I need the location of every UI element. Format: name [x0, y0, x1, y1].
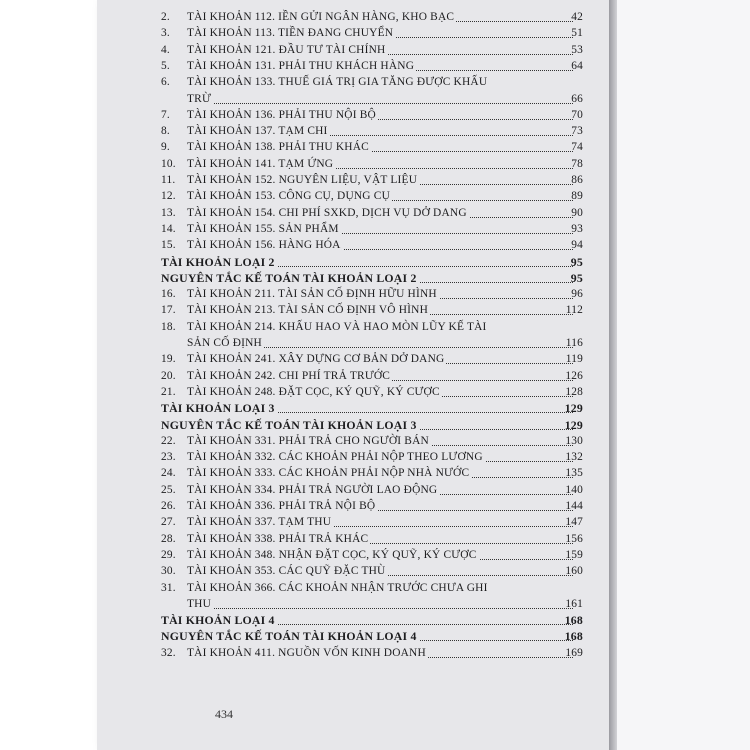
toc-entry-title: TÀI KHOẢN LOẠI 4 — [161, 613, 275, 628]
toc-entry-number: 9. — [161, 141, 170, 154]
toc-entry-number: 7. — [161, 108, 170, 121]
toc-entry-number: 20. — [161, 369, 176, 382]
toc-entry-title: TÀI KHOẢN 331. PHẢI TRẢ CHO NGƯỜI BÁN — [187, 434, 429, 447]
toc-entry — [97, 188, 609, 205]
toc-page-number: 126 — [565, 369, 583, 382]
toc-page-number: 161 — [565, 597, 583, 610]
toc-entry-title: TÀI KHOẢN 211. TÀI SẢN CỐ ĐỊNH HỮU HÌNH — [187, 288, 437, 301]
toc-entry-number: 32. — [161, 646, 176, 659]
toc-page-number: 156 — [565, 532, 583, 545]
toc-entry — [97, 547, 609, 564]
toc-entry-title: NGUYÊN TẮC KẾ TOÁN TÀI KHOẢN LOẠI 3 — [161, 417, 417, 432]
toc-entry-title-continued: TRỪ — [187, 92, 211, 105]
toc-page-number: 89 — [571, 190, 583, 203]
toc-entry — [97, 74, 609, 91]
toc-entry-title: TÀI KHOẢN 334. PHẢI TRẢ NGƯỜI LAO ĐỘNG — [187, 483, 438, 496]
toc-entry — [97, 107, 609, 124]
toc-entry-title: TÀI KHOẢN 136. PHẢI THU NỘI BỘ — [187, 108, 376, 121]
toc-entry-title: NGUYÊN TẮC KẾ TOÁN TÀI KHOẢN LOẠI 2 — [161, 270, 417, 285]
toc-entry-title: TÀI KHOẢN 112. IỀN GỬI NGÂN HÀNG, KHO BẠC — [187, 11, 455, 23]
toc-entry-number: 17. — [161, 304, 176, 317]
toc-page-number: 129 — [564, 417, 583, 432]
toc-page-number: 168 — [564, 613, 583, 628]
toc-entry-number: 21. — [161, 385, 176, 398]
toc-section-heading — [97, 628, 609, 645]
toc-entry-number: 10. — [161, 157, 176, 170]
toc-page-number: 112 — [565, 304, 583, 317]
toc-entry-continuation — [97, 596, 609, 613]
toc-entry-number: 27. — [161, 516, 176, 529]
toc-entry-title: TÀI KHOẢN 366. CÁC KHOẢN NHẬN TRƯỚC CHƯA GHI — [187, 581, 488, 594]
toc-entry-title: TÀI KHOẢN 133. THUẾ GIÁ TRỊ GIA TĂNG ĐƯỢC KHẤU — [187, 76, 488, 89]
toc-page-number: 128 — [565, 385, 583, 398]
toc-entry-title: TÀI KHOẢN 152. NGUYÊN LIỆU, VẬT LIỆU — [187, 174, 418, 186]
toc-entry-number: 28. — [161, 532, 176, 545]
toc-entry-title: TÀI KHOẢN 137. TẠM CHI — [187, 125, 328, 138]
toc-entry-number: 24. — [161, 467, 176, 480]
toc-entry — [97, 531, 609, 548]
toc-entry-number: 29. — [161, 548, 176, 561]
toc-page-number: 160 — [565, 565, 583, 578]
toc-page-number: 144 — [565, 500, 583, 512]
toc-entry-title: NGUYÊN TẮC KẾ TOÁN TÀI KHOẢN LOẠI 4 — [161, 629, 417, 644]
toc-entry — [97, 237, 609, 254]
toc-page-number: 147 — [565, 516, 583, 529]
toc-entry-title: TÀI KHOẢN 333. CÁC KHOẢN PHẢI NỘP NHÀ NƯỚC — [187, 467, 470, 480]
toc-page-number: 42 — [571, 11, 583, 23]
toc-entry — [97, 42, 609, 59]
toc-page-number: 78 — [571, 157, 583, 170]
toc-entry — [97, 319, 609, 336]
toc-page-number: 116 — [565, 337, 583, 349]
toc-entry — [97, 221, 609, 238]
toc-entry-number: 13. — [161, 206, 176, 219]
toc-entry-number: 11. — [161, 174, 176, 186]
toc-entry-title: TÀI KHOẢN 338. PHẢI TRẢ KHÁC — [187, 532, 369, 545]
toc-entry-title: TÀI KHOẢN 248. ĐẶT CỌC, KÝ QUỸ, KÝ CƯỢC — [187, 385, 440, 398]
toc-entry-number: 14. — [161, 222, 176, 235]
book-page — [97, 0, 609, 750]
toc-entry — [97, 563, 609, 580]
toc-page-number: 70 — [571, 108, 583, 121]
toc-entry — [97, 645, 609, 662]
toc-page-number: 135 — [565, 467, 583, 480]
toc-entry-number: 16. — [161, 288, 176, 301]
toc-entry — [97, 433, 609, 450]
toc-entry — [97, 9, 609, 26]
toc-page-number: 86 — [571, 174, 583, 186]
toc-page-number: 53 — [571, 43, 583, 56]
page-number: 434 — [215, 707, 233, 721]
toc-entry-number: 5. — [161, 59, 170, 72]
toc-page-number: 64 — [571, 59, 583, 72]
toc-entry-title-continued: SẢN CỐ ĐỊNH — [187, 337, 262, 349]
toc-entry — [97, 156, 609, 173]
toc-entry — [97, 351, 609, 368]
toc-entry-title: TÀI KHOẢN 353. CÁC QUỸ ĐẶC THÙ — [187, 565, 386, 578]
toc-entry-title: TÀI KHOẢN 155. SẢN PHẨM — [187, 222, 339, 235]
toc-entry — [97, 286, 609, 303]
toc-entry — [97, 449, 609, 466]
toc-entry-title: TÀI KHOẢN 153. CÔNG CỤ, DỤNG CỤ — [187, 190, 390, 203]
toc-section-heading — [97, 254, 609, 271]
toc-page-number: 130 — [565, 434, 583, 447]
toc-entry-number: 2. — [161, 11, 170, 23]
toc-page-number: 73 — [571, 125, 583, 138]
toc-section-heading — [97, 612, 609, 629]
toc-page-number: 74 — [571, 141, 583, 154]
toc-entry-title: TÀI KHOẢN 154. CHI PHÍ SXKD, DỊCH VỤ DỞ DANG — [187, 206, 467, 219]
toc-page-number: 66 — [571, 92, 583, 105]
toc-entry-title: TÀI KHOẢN 242. CHI PHÍ TRẢ TRƯỚC — [187, 369, 391, 382]
toc-entry-number: 26. — [161, 500, 176, 512]
book-gutter — [609, 0, 617, 750]
toc-entry — [97, 58, 609, 75]
toc-entry-number: 15. — [161, 239, 176, 252]
toc-entry-title: TÀI KHOẢN 121. ĐẦU TƯ TÀI CHÍNH — [187, 43, 386, 56]
toc-entry — [97, 368, 609, 385]
toc-page-number: 95 — [570, 254, 583, 269]
toc-entry — [97, 514, 609, 531]
toc-entry-title: TÀI KHOẢN 113. TIỀN ĐANG CHUYỂN — [187, 27, 394, 40]
toc-entry-title: TÀI KHOẢN 156. HÀNG HÓA — [187, 239, 341, 252]
toc-page-number: 96 — [571, 288, 583, 301]
table-of-contents — [97, 0, 609, 750]
toc-entry — [97, 465, 609, 482]
toc-entry-number: 23. — [161, 451, 176, 464]
toc-entry-number: 18. — [161, 320, 176, 333]
toc-entry-title: TÀI KHOẢN 241. XÂY DỰNG CƠ BẢN DỞ DANG — [187, 353, 445, 366]
toc-entry-title: TÀI KHOẢN LOẠI 2 — [161, 254, 275, 269]
toc-entry — [97, 482, 609, 499]
toc-entry-number: 12. — [161, 190, 176, 203]
toc-entry-number: 8. — [161, 125, 170, 138]
toc-entry-title: TÀI KHOẢN 141. TẠM ỨNG — [187, 157, 334, 170]
toc-page-number: 132 — [565, 451, 583, 464]
toc-entry-number: 6. — [161, 76, 170, 89]
toc-entry-title: TÀI KHOẢN 411. NGUỒN VỐN KINH DOANH — [187, 646, 426, 659]
toc-section-heading — [97, 417, 609, 434]
toc-page-number: 159 — [565, 548, 583, 561]
toc-page-number: 94 — [571, 239, 583, 252]
toc-entry-continuation — [97, 91, 609, 108]
toc-page-number: 140 — [565, 483, 583, 496]
toc-entry-title: TÀI KHOẢN LOẠI 3 — [161, 401, 275, 416]
toc-entry — [97, 139, 609, 156]
toc-entry-number: 22. — [161, 434, 176, 447]
facing-page — [617, 0, 750, 750]
toc-entry-continuation — [97, 335, 609, 352]
toc-page-number: 93 — [571, 222, 583, 235]
toc-page-number: 51 — [571, 27, 583, 40]
toc-entry-number: 3. — [161, 27, 170, 40]
toc-page-number: 169 — [565, 646, 583, 659]
toc-page-number: 90 — [571, 206, 583, 219]
toc-entry-number: 25. — [161, 483, 176, 496]
toc-entry — [97, 384, 609, 401]
toc-entry-title: TÀI KHOẢN 337. TẠM THU — [187, 516, 332, 529]
toc-entry — [97, 205, 609, 222]
toc-entry-title: TÀI KHOẢN 131. PHẢI THU KHÁCH HÀNG — [187, 59, 415, 72]
toc-entry — [97, 498, 609, 515]
toc-entry-number: 4. — [161, 43, 170, 56]
toc-section-heading — [97, 400, 609, 417]
toc-page-number: 129 — [564, 401, 583, 416]
toc-section-heading — [97, 270, 609, 287]
toc-entry — [97, 580, 609, 597]
toc-entry-number: 30. — [161, 565, 176, 578]
toc-entry — [97, 172, 609, 189]
toc-page-number: 168 — [564, 629, 583, 644]
toc-entry — [97, 123, 609, 140]
toc-entry-title: TÀI KHOẢN 214. KHẤU HAO VÀ HAO MÒN LŨY KẾ TÀI — [187, 320, 487, 333]
toc-page-number: 119 — [565, 353, 583, 366]
toc-entry-title: TÀI KHOẢN 332. CÁC KHOẢN PHẢI NỘP THEO LƯƠNG — [187, 451, 483, 464]
toc-entry-title: TÀI KHOẢN 348. NHẬN ĐẶT CỌC, KÝ QUỸ, KÝ CƯỢC — [187, 548, 477, 561]
toc-entry-number: 19. — [161, 353, 176, 366]
toc-entry-title: TÀI KHOẢN 138. PHẢI THU KHÁC — [187, 141, 369, 154]
toc-entry-title: TÀI KHOẢN 213. TÀI SẢN CỐ ĐỊNH VÔ HÌNH — [187, 304, 428, 317]
toc-page-number: 95 — [570, 270, 583, 285]
toc-entry-number: 31. — [161, 581, 176, 594]
toc-entry — [97, 302, 609, 319]
toc-entry — [97, 25, 609, 42]
toc-entry-title: TÀI KHOẢN 336. PHẢI TRẢ NỘI BỘ — [187, 500, 376, 512]
toc-entry-title-continued: THU — [187, 597, 212, 610]
